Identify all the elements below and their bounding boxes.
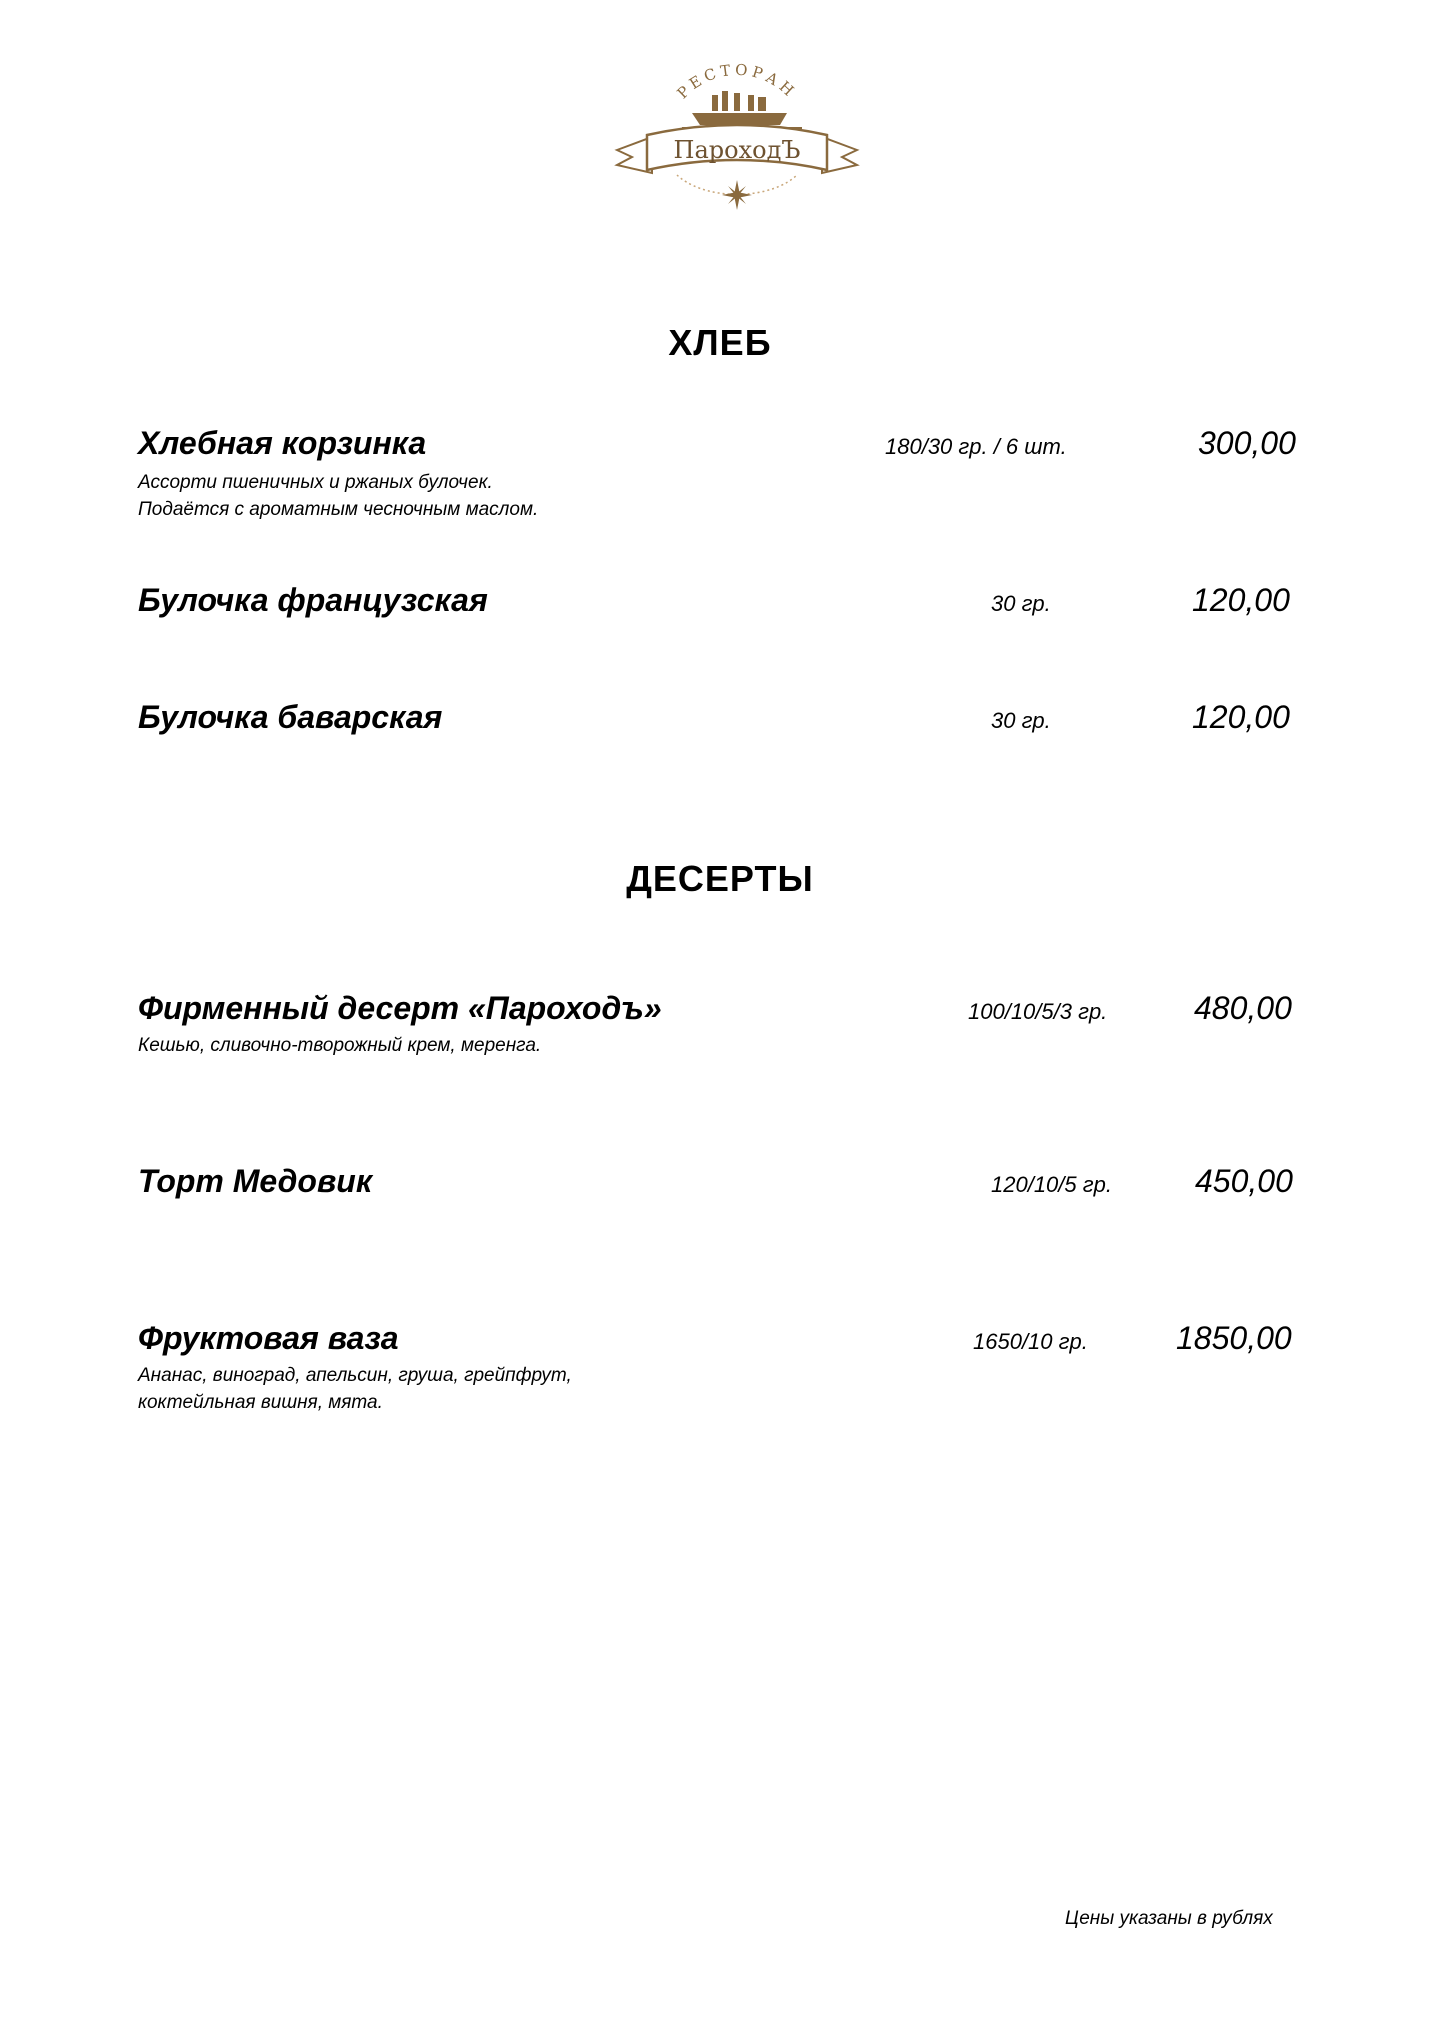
item-weight: 100/10/5/3 гр.	[968, 999, 1108, 1024]
item-weight: 120/10/5 гр.	[991, 1172, 1112, 1197]
item-price: 300,00	[1198, 425, 1296, 461]
item-name: Фирменный десерт «Пароходъ»	[138, 990, 662, 1026]
item-price: 450,00	[1195, 1163, 1293, 1199]
item-price: 120,00	[1192, 699, 1290, 735]
item-name: Булочка баварская	[138, 699, 443, 735]
item-description: Кешью, сливочно-творожный крем, меренга.	[138, 1035, 542, 1056]
item-weight: 1650/10 гр.	[973, 1329, 1088, 1354]
section-title-bread: ХЛЕБ	[668, 322, 772, 363]
item-name: Хлебная корзинка	[138, 425, 427, 461]
item-weight: 30 гр.	[991, 591, 1051, 616]
item-name: Фруктовая ваза	[138, 1320, 399, 1356]
item-description: Ананас, виноград, апельсин, груша, грейпфрут, коктейльная вишня, мята.	[138, 1365, 572, 1413]
item-weight: 30 гр.	[991, 708, 1051, 733]
logo-name: ПароходЪ	[673, 136, 801, 164]
logo-graphic	[612, 55, 862, 220]
item-price: 480,00	[1194, 990, 1292, 1026]
item-price: 120,00	[1192, 582, 1290, 618]
item-name: Торт Медовик	[138, 1163, 373, 1199]
compass-star-icon	[722, 180, 752, 210]
logo-top-text: РЕСТОРАН	[673, 60, 801, 103]
section-title-desserts: ДЕСЕРТЫ	[626, 858, 814, 899]
item-weight: 180/30 гр. / 6 шт.	[885, 434, 1067, 459]
restaurant-logo	[612, 55, 862, 220]
item-description: Ассорти пшеничных и ржаных булочек. Подаётся с ароматным чесночным маслом.	[138, 472, 539, 520]
item-price: 1850,00	[1176, 1320, 1292, 1356]
item-name: Булочка французская	[138, 582, 488, 618]
price-note: Цены указаны в рублях	[1065, 1908, 1273, 1929]
